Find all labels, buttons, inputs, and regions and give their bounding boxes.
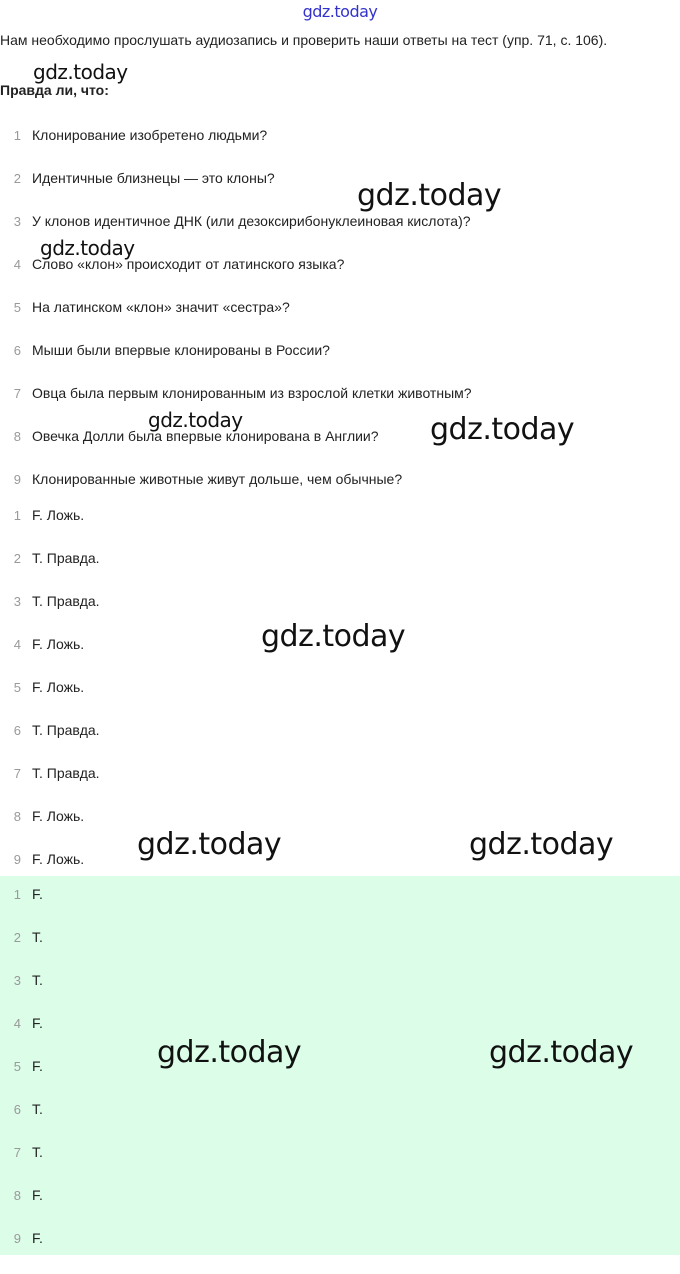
item-number: 8 <box>13 429 21 444</box>
item-text: T. <box>32 1144 43 1160</box>
short-answer-item <box>0 930 680 973</box>
answer-item <box>0 680 680 723</box>
short-answer-item <box>0 1231 680 1274</box>
item-text: Мыши были впервые клонированы в России? <box>32 342 330 358</box>
item-number: 9 <box>13 472 21 487</box>
short-answer-item <box>0 887 680 930</box>
answer-item <box>0 551 680 594</box>
answer-item <box>0 723 680 766</box>
watermark: gdz.today <box>33 60 128 84</box>
watermark: gdz.today <box>157 1035 302 1070</box>
item-number: 8 <box>13 1188 21 1203</box>
item-text: Слово «клон» происходит от латинского языка? <box>32 256 345 272</box>
item-text: F. Ложь. <box>32 808 85 824</box>
question-item <box>0 429 680 472</box>
item-text: F. Ложь. <box>32 636 85 652</box>
item-number: 7 <box>13 1145 21 1160</box>
questions-list <box>0 128 680 515</box>
item-number: 3 <box>13 594 21 609</box>
item-text: Клонирование изобретено людьми? <box>32 127 268 143</box>
item-text: Клонированные животные живут дольше, чем обычные? <box>32 471 403 487</box>
item-text: T. Правда. <box>32 550 100 566</box>
item-text: Овечка Долли была впервые клонирована в Англии? <box>32 428 379 444</box>
item-number: 4 <box>13 637 21 652</box>
item-number: 1 <box>13 887 21 902</box>
intro-text: Нам необходимо прослушать аудиозапись и проверить наши ответы на тест (упр. 71, с. 106). <box>0 32 608 48</box>
lead-question: Правда ли, что: <box>0 82 109 98</box>
short-answer-item <box>0 1145 680 1188</box>
question-item <box>0 300 680 343</box>
answer-item <box>0 766 680 809</box>
short-answer-item <box>0 1102 680 1145</box>
item-text: F. <box>32 886 43 902</box>
item-number: 5 <box>13 300 21 315</box>
item-number: 2 <box>13 171 21 186</box>
item-number: 5 <box>13 1059 21 1074</box>
item-text: F. Ложь. <box>32 679 85 695</box>
item-number: 1 <box>13 508 21 523</box>
item-number: 8 <box>13 809 21 824</box>
item-text: T. <box>32 972 43 988</box>
item-text: F. <box>32 1187 43 1203</box>
question-item <box>0 386 680 429</box>
watermark: gdz.today <box>40 236 135 260</box>
item-number: 4 <box>13 257 21 272</box>
short-answer-item <box>0 1188 680 1231</box>
item-number: 9 <box>13 852 21 867</box>
item-text: F. <box>32 1230 43 1246</box>
item-text: T. Правда. <box>32 765 100 781</box>
item-text: На латинском «клон» значит «сестра»? <box>32 299 290 315</box>
item-number: 1 <box>13 128 21 143</box>
question-item <box>0 257 680 300</box>
item-number: 5 <box>13 680 21 695</box>
item-text: T. Правда. <box>32 722 100 738</box>
watermark: gdz.today <box>489 1035 634 1070</box>
item-number: 6 <box>13 343 21 358</box>
item-text: F. <box>32 1058 43 1074</box>
watermark: gdz.today <box>261 619 406 654</box>
item-number: 2 <box>13 551 21 566</box>
item-text: У клонов идентичное ДНК (или дезоксирибонуклеиновая кислота)? <box>32 213 471 229</box>
item-number: 7 <box>13 386 21 401</box>
item-text: T. <box>32 929 43 945</box>
item-number: 3 <box>13 973 21 988</box>
answer-item <box>0 508 680 551</box>
item-number: 4 <box>13 1016 21 1031</box>
item-number: 9 <box>13 1231 21 1246</box>
item-text: Овца была первым клонированным из взрослой клетки животным? <box>32 385 472 401</box>
watermark: gdz.today <box>137 827 282 862</box>
short-answers-list <box>0 887 680 1274</box>
item-text: T. Правда. <box>32 593 100 609</box>
item-text: T. <box>32 1101 43 1117</box>
item-text: F. Ложь. <box>32 507 85 523</box>
item-number: 6 <box>13 723 21 738</box>
item-number: 7 <box>13 766 21 781</box>
item-number: 2 <box>13 930 21 945</box>
watermark: gdz.today <box>357 178 502 213</box>
short-answer-item <box>0 973 680 1016</box>
item-text: Идентичные близнецы — это клоны? <box>32 170 275 186</box>
item-text: F. Ложь. <box>32 851 85 867</box>
question-item <box>0 128 680 171</box>
watermark: gdz.today <box>430 412 575 447</box>
item-text: F. <box>32 1015 43 1031</box>
item-number: 3 <box>13 214 21 229</box>
site-logo[interactable]: gdz.today <box>302 2 378 21</box>
question-item <box>0 171 680 214</box>
question-item <box>0 343 680 386</box>
watermark: gdz.today <box>469 827 614 862</box>
item-number: 6 <box>13 1102 21 1117</box>
watermark: gdz.today <box>148 408 243 432</box>
